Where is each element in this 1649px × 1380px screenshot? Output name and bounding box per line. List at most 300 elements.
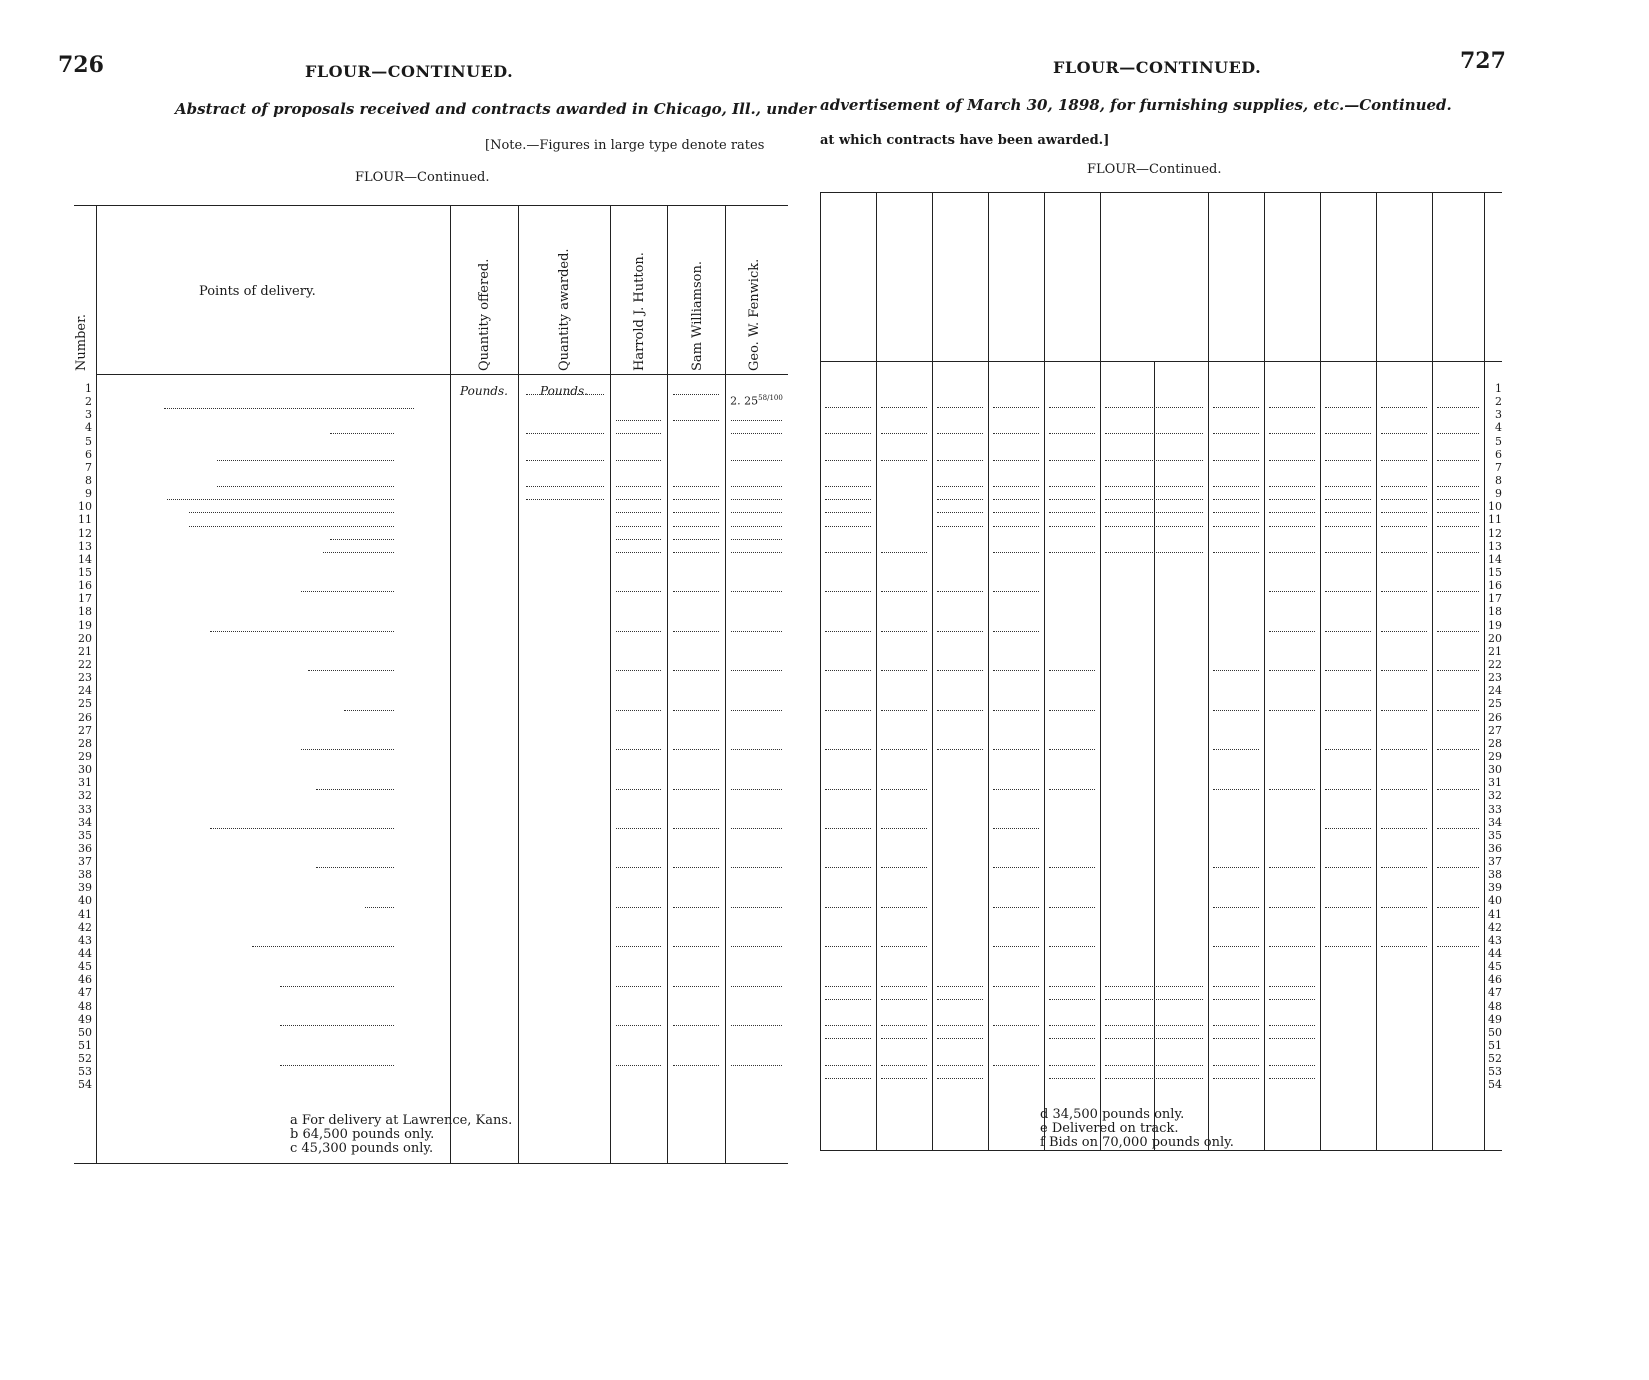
leader-dots: [993, 407, 1039, 408]
leader-dots: [731, 907, 782, 908]
leader-dots: [731, 867, 782, 868]
leader-dots: [616, 499, 661, 500]
leader-dots: [1049, 407, 1095, 408]
row-number: 54: [1488, 1078, 1502, 1092]
leader-dots: [673, 986, 719, 987]
right-table: [820, 192, 1502, 1151]
leader-dots: [1381, 499, 1427, 500]
leader-dots: [881, 907, 927, 908]
row-number: 11: [78, 513, 92, 527]
row-numbers: [1484, 382, 1502, 1092]
pounds-label-offered: Pounds.: [460, 384, 508, 398]
leader-dots: [1325, 591, 1371, 592]
row-number: 31: [1488, 776, 1502, 790]
leader-dots: [825, 907, 871, 908]
leader-dots: [1381, 946, 1427, 947]
leader-dots: [1213, 1078, 1259, 1079]
row-number: 31: [78, 776, 92, 790]
leader-dots: [1269, 552, 1315, 553]
leader-dots: [1325, 512, 1371, 513]
leader-dots: [1213, 789, 1259, 790]
leader-dots: [1325, 710, 1371, 711]
leader-dots: [1213, 407, 1259, 408]
leader-dots: [280, 1065, 394, 1066]
leader-dots: [1437, 526, 1479, 527]
leader-dots: [825, 460, 871, 461]
leader-dots: [1049, 1025, 1095, 1026]
leader-dots: [1437, 828, 1479, 829]
row-number: 37: [1488, 855, 1502, 869]
leader-dots: [825, 986, 871, 987]
row-number: 43: [78, 933, 92, 947]
leader-dots: [825, 749, 871, 750]
bidder-header-hutton: Harrold J. Hutton.: [632, 252, 647, 371]
leader-dots: [616, 946, 661, 947]
leader-dots: [1381, 433, 1427, 434]
leader-dots: [825, 512, 871, 513]
column-rule: [1044, 193, 1045, 1150]
pounds-label-awarded: Pounds.: [540, 384, 588, 398]
column-rule: [1376, 193, 1377, 1150]
leader-dots: [731, 828, 782, 829]
leader-dots: [1213, 1025, 1259, 1026]
leader-dots: [993, 460, 1039, 461]
leader-dots: [1269, 407, 1315, 408]
row-number: 23: [78, 671, 92, 685]
leader-dots: [673, 526, 719, 527]
leader-dots: [1381, 867, 1427, 868]
leader-dots: [673, 867, 719, 868]
row-number: 3: [85, 408, 92, 422]
leader-dots: [1437, 907, 1479, 908]
leader-dots: [1049, 670, 1095, 671]
leader-dots: [1269, 1078, 1315, 1079]
row-number: 17: [1488, 592, 1502, 606]
leader-dots: [1213, 1065, 1259, 1066]
leader-dots: [881, 591, 927, 592]
leader-dots: [937, 486, 983, 487]
leader-dots: [1049, 499, 1095, 500]
leader-dots: [881, 407, 927, 408]
column-rule: [1208, 193, 1209, 1150]
leader-dots: [825, 670, 871, 671]
leader-dots: [1325, 907, 1371, 908]
leader-dots: [1049, 526, 1095, 527]
row-number: 37: [78, 855, 92, 869]
leader-dots: [1213, 999, 1259, 1000]
footnote-b: b 64,500 pounds only.: [290, 1127, 435, 1142]
leader-dots: [993, 1025, 1039, 1026]
page-number: 726: [58, 52, 104, 78]
leader-dots: [881, 986, 927, 987]
leader-dots: [616, 670, 661, 671]
leader-dots: [616, 907, 661, 908]
quantity-offered-header: Quantity offered.: [477, 258, 492, 371]
row-number: 1: [85, 382, 92, 395]
row-number: 4: [85, 421, 92, 435]
leader-dots: [731, 526, 782, 527]
leader-dots: [1437, 789, 1479, 790]
leader-dots: [993, 749, 1039, 750]
row-number: 30: [78, 763, 92, 777]
leader-dots: [731, 789, 782, 790]
row-number: 27: [1488, 723, 1502, 737]
leader-dots: [616, 460, 661, 461]
row-number: 7: [1495, 460, 1502, 474]
leader-dots: [1437, 631, 1479, 632]
leader-dots: [1105, 1065, 1203, 1066]
leader-dots: [210, 828, 394, 829]
leader-dots: [616, 486, 661, 487]
leader-dots: [189, 526, 394, 527]
leader-dots: [616, 710, 661, 711]
leader-dots: [526, 433, 604, 434]
row-number: 3: [1495, 408, 1502, 422]
leader-dots: [1049, 460, 1095, 461]
leader-dots: [937, 1078, 983, 1079]
leader-dots: [316, 789, 394, 790]
leader-dots: [1213, 986, 1259, 987]
leader-dots: [993, 591, 1039, 592]
row-number: 51: [1488, 1039, 1502, 1053]
leader-dots: [1381, 526, 1427, 527]
row-number: 32: [78, 789, 92, 803]
leader-dots: [1437, 407, 1479, 408]
row-number: 25: [78, 697, 92, 711]
leader-dots: [731, 512, 782, 513]
row-number: 15: [1488, 565, 1502, 579]
leader-dots: [1381, 670, 1427, 671]
row-number: 38: [78, 868, 92, 882]
leader-dots: [1049, 1038, 1095, 1039]
row-number: 51: [78, 1039, 92, 1053]
leader-dots: [1105, 526, 1203, 527]
leader-dots: [1437, 460, 1479, 461]
row-number: 49: [1488, 1012, 1502, 1026]
leader-dots: [1381, 749, 1427, 750]
leader-dots: [937, 670, 983, 671]
leader-dots: [937, 407, 983, 408]
leader-dots: [937, 433, 983, 434]
row-number: 4: [1495, 421, 1502, 435]
leader-dots: [825, 407, 871, 408]
leader-dots: [280, 1025, 394, 1026]
leader-dots: [1105, 433, 1203, 434]
leader-dots: [731, 591, 782, 592]
leader-dots: [1213, 907, 1259, 908]
leader-dots: [1049, 1065, 1095, 1066]
leader-dots: [993, 512, 1039, 513]
leader-dots: [993, 499, 1039, 500]
leader-dots: [825, 499, 871, 500]
leader-dots: [1325, 486, 1371, 487]
leader-dots: [1437, 749, 1479, 750]
leader-dots: [731, 420, 782, 421]
row-number: 32: [1488, 789, 1502, 803]
leader-dots: [731, 1025, 782, 1026]
leader-dots: [616, 539, 661, 540]
row-number: 36: [78, 841, 92, 855]
row-number: 24: [1488, 684, 1502, 698]
row-number: 47: [78, 986, 92, 1000]
leader-dots: [937, 631, 983, 632]
leader-dots: [993, 433, 1039, 434]
footnote-d: d 34,500 pounds only.: [1040, 1107, 1185, 1122]
leader-dots: [937, 999, 983, 1000]
row-number: 28: [78, 736, 92, 750]
row-number: 13: [1488, 539, 1502, 553]
leader-dots: [673, 486, 719, 487]
leader-dots: [731, 1065, 782, 1066]
column-rule: [876, 193, 877, 1150]
leader-dots: [825, 631, 871, 632]
leader-dots: [217, 486, 394, 487]
leader-dots: [1269, 907, 1315, 908]
leader-dots: [673, 539, 719, 540]
leader-dots: [1269, 460, 1315, 461]
leader-dots: [1269, 670, 1315, 671]
leader-dots: [1105, 512, 1203, 513]
leader-dots: [825, 433, 871, 434]
leader-dots: [616, 420, 661, 421]
abstract-title: Abstract of proposals received and contracts awarded in Chicago, Ill., under: [175, 100, 816, 118]
row-number: 14: [78, 552, 92, 566]
leader-dots: [825, 789, 871, 790]
leader-dots: [1269, 789, 1315, 790]
row-number: 8: [85, 473, 92, 487]
leader-dots: [1105, 486, 1203, 487]
leader-dots: [526, 499, 604, 500]
leader-dots: [1325, 749, 1371, 750]
leader-dots: [1049, 433, 1095, 434]
leader-dots: [993, 526, 1039, 527]
row-number: 6: [85, 447, 92, 461]
leader-dots: [825, 999, 871, 1000]
leader-dots: [1269, 486, 1315, 487]
leader-dots: [825, 946, 871, 947]
footnotes: [1040, 1108, 1234, 1150]
row-number: 45: [78, 960, 92, 974]
leader-dots: [825, 1065, 871, 1066]
leader-dots: [1269, 591, 1315, 592]
column-rule: [1320, 193, 1321, 1150]
leader-dots: [993, 828, 1039, 829]
leader-dots: [673, 789, 719, 790]
row-number: 35: [78, 828, 92, 842]
row-number: 8: [1495, 473, 1502, 487]
row-number: 47: [1488, 986, 1502, 1000]
leader-dots: [1213, 460, 1259, 461]
leader-dots: [881, 670, 927, 671]
leader-dots: [1105, 407, 1203, 408]
leader-dots: [937, 986, 983, 987]
leader-dots: [1049, 907, 1095, 908]
row-number: 22: [78, 657, 92, 671]
leader-dots: [673, 512, 719, 513]
number-header: Number.: [74, 313, 89, 371]
row-number: 34: [78, 815, 92, 829]
leader-dots: [825, 1025, 871, 1026]
row-number: 46: [1488, 973, 1502, 987]
leader-dots: [323, 552, 394, 553]
leader-dots: [1213, 499, 1259, 500]
leader-dots: [673, 394, 719, 395]
leader-dots: [993, 867, 1039, 868]
bidder-header-fenwick: Geo. W. Fenwick.: [747, 258, 762, 371]
bidder-header-williamson: Sam Williamson.: [690, 261, 705, 371]
leader-dots: [330, 539, 394, 540]
leader-dots: [993, 986, 1039, 987]
leader-dots: [1381, 789, 1427, 790]
leader-dots: [881, 1025, 927, 1026]
section-subtitle: FLOUR—Continued.: [355, 170, 490, 185]
leader-dots: [825, 591, 871, 592]
leader-dots: [1049, 1078, 1095, 1079]
leader-dots: [1269, 946, 1315, 947]
row-number: 19: [78, 618, 92, 632]
footnote-a: a For delivery at Lawrence, Kans.: [290, 1113, 513, 1128]
leader-dots: [937, 499, 983, 500]
leader-dots: [1049, 999, 1095, 1000]
page-number: 727: [1460, 48, 1506, 74]
leader-dots: [731, 986, 782, 987]
footnotes: [290, 1114, 512, 1156]
leader-dots: [1269, 499, 1315, 500]
row-number: 42: [78, 920, 92, 934]
leader-dots: [1105, 999, 1203, 1000]
leader-dots: [881, 946, 927, 947]
row-number: 2: [1495, 395, 1502, 409]
leader-dots: [1325, 433, 1371, 434]
leader-dots: [1381, 591, 1427, 592]
row-number: 19: [1488, 618, 1502, 632]
leader-dots: [1269, 1065, 1315, 1066]
leader-dots: [731, 749, 782, 750]
row-number: 23: [1488, 671, 1502, 685]
leader-dots: [1269, 433, 1315, 434]
leader-dots: [993, 486, 1039, 487]
row-number: 9: [85, 487, 92, 501]
leader-dots: [881, 828, 927, 829]
row-number: 10: [1488, 500, 1502, 514]
leader-dots: [993, 1065, 1039, 1066]
row-number: 29: [78, 749, 92, 763]
row-number: 11: [1488, 513, 1502, 527]
leader-dots: [731, 670, 782, 671]
leader-dots: [1213, 670, 1259, 671]
footnote-c: c 45,300 pounds only.: [290, 1141, 434, 1156]
leader-dots: [1325, 526, 1371, 527]
leader-dots: [1381, 486, 1427, 487]
leader-dots: [1325, 789, 1371, 790]
leader-dots: [616, 749, 661, 750]
row-number: 1: [1495, 382, 1502, 395]
leader-dots: [881, 999, 927, 1000]
leader-dots: [825, 1078, 871, 1079]
row-number: 13: [78, 539, 92, 553]
row-number: 16: [78, 579, 92, 593]
leader-dots: [330, 433, 394, 434]
leader-dots: [1213, 512, 1259, 513]
leader-dots: [993, 789, 1039, 790]
leader-dots: [673, 907, 719, 908]
leader-dots: [1105, 460, 1203, 461]
leader-dots: [937, 460, 983, 461]
row-number: 12: [1488, 526, 1502, 540]
leader-dots: [1049, 986, 1095, 987]
footnote-e: e Delivered on track.: [1040, 1121, 1179, 1136]
row-number: 33: [78, 802, 92, 816]
row-number: 29: [1488, 749, 1502, 763]
leader-dots: [1213, 867, 1259, 868]
column-rule: [932, 193, 933, 1150]
leader-dots: [937, 749, 983, 750]
leader-dots: [1213, 486, 1259, 487]
leader-dots: [189, 512, 394, 513]
leader-dots: [1381, 552, 1427, 553]
leader-dots: [825, 526, 871, 527]
leader-dots: [1269, 999, 1315, 1000]
row-number: 50: [1488, 1025, 1502, 1039]
column-rule: [1100, 193, 1101, 1150]
leader-dots: [731, 433, 782, 434]
column-rule: [820, 193, 821, 1150]
row-number: 16: [1488, 579, 1502, 593]
row-number: 25: [1488, 697, 1502, 711]
leader-dots: [1325, 552, 1371, 553]
leader-dots: [673, 552, 719, 553]
leader-dots: [673, 946, 719, 947]
row-number: 40: [1488, 894, 1502, 908]
row-number: 14: [1488, 552, 1502, 566]
left-table: [74, 205, 788, 1164]
row-number: 54: [78, 1078, 92, 1092]
leader-dots: [1381, 828, 1427, 829]
leader-dots: [1437, 486, 1479, 487]
leader-dots: [673, 499, 719, 500]
leader-dots: [881, 789, 927, 790]
leader-dots: [1325, 631, 1371, 632]
row-number: 5: [85, 434, 92, 448]
row-number: 49: [78, 1012, 92, 1026]
leader-dots: [1269, 631, 1315, 632]
leader-dots: [731, 710, 782, 711]
leader-dots: [937, 512, 983, 513]
row-number: 18: [1488, 605, 1502, 619]
leader-dots: [881, 749, 927, 750]
row-number: 44: [1488, 947, 1502, 961]
row-number: 15: [78, 565, 92, 579]
right-page: [820, 0, 1649, 1380]
row-number: 27: [78, 723, 92, 737]
leader-dots: [1269, 1025, 1315, 1026]
leader-dots: [217, 460, 394, 461]
leader-dots: [1049, 789, 1095, 790]
row-number: 44: [78, 947, 92, 961]
leader-dots: [881, 867, 927, 868]
leader-dots: [993, 907, 1039, 908]
left-page: [0, 0, 820, 1380]
footnote-f: f Bids on 70,000 pounds only.: [1040, 1135, 1234, 1150]
quantity-awarded-header: Quantity awarded.: [557, 248, 572, 371]
row-number: 48: [78, 999, 92, 1013]
leader-dots: [993, 670, 1039, 671]
leader-dots: [731, 552, 782, 553]
leader-dots: [1213, 749, 1259, 750]
leader-dots: [616, 631, 661, 632]
leader-dots: [252, 946, 394, 947]
leader-dots: [1325, 670, 1371, 671]
